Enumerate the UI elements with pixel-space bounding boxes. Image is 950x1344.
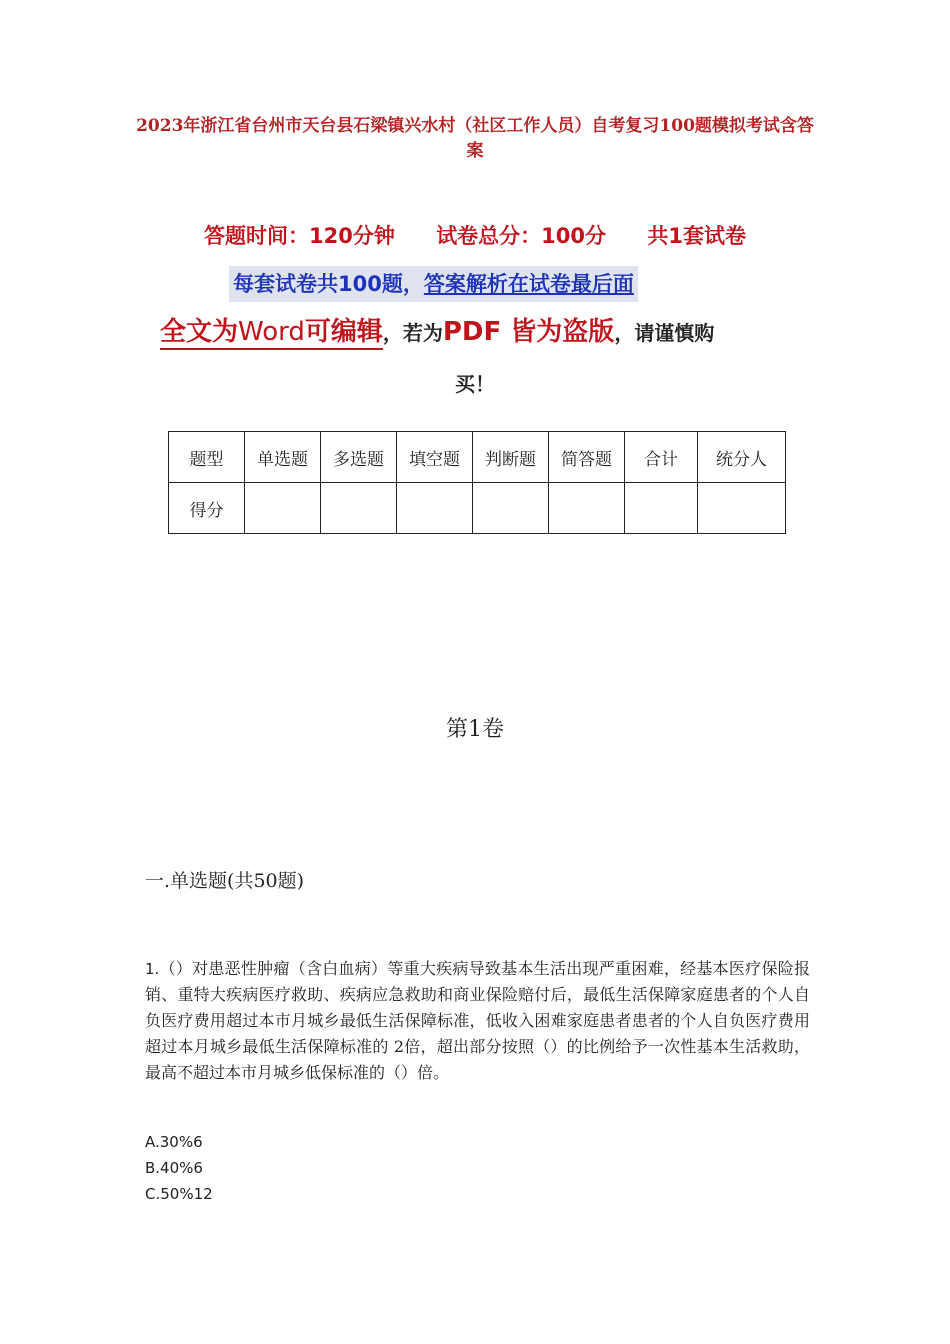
- section-heading: 一.单选题(共50题): [145, 870, 305, 892]
- warning-comma: ，: [382, 321, 403, 345]
- exam-time: 答题时间：120分钟: [204, 224, 395, 248]
- header-cell: 合计: [625, 432, 698, 483]
- pdf-piracy-notice: PDF 皆为盗版: [442, 317, 615, 347]
- score-table-score-row: [169, 483, 786, 534]
- answer-banner: [229, 266, 638, 302]
- score-cell: [321, 483, 397, 534]
- score-table-header-row: [169, 432, 786, 483]
- question-text: （）对患恶性肿瘤（含白血病）等重大疾病导致基本生活出现严重困难，经基本医疗保险报销、重特大疾病医疗救助、疾病应急救助和商业保险赔付后，最低生活保障家庭患者的个人自负医疗费用超过本市月城乡最低生活保障标准，低收入困难家庭患者患者的个人自负医疗费用超过本月城乡最低生活保障标准的 2倍，超出部分按照（）的比例给予一次性基本生活救助，最高不超过本市月城乡低保标准的（）倍。: [145, 959, 810, 1082]
- volume-heading: 第1卷: [446, 717, 504, 742]
- header-cell: 题型: [169, 432, 245, 483]
- score-cell: [698, 483, 786, 534]
- score-cell: [549, 483, 625, 534]
- option-a: A.30%6: [145, 1133, 203, 1151]
- score-table: [168, 431, 786, 534]
- editable-notice: 全文为Word可编辑: [160, 317, 383, 350]
- warning-if: 若为: [402, 321, 443, 345]
- document-title: 2023年浙江省台州市天台县石梁镇兴水村（社区工作人员）自考复习100题模拟考试含答案: [136, 116, 814, 161]
- header-cell: 判断题: [473, 432, 549, 483]
- answer-options: [145, 1129, 213, 1207]
- exam-total-score: 试卷总分：100分: [436, 224, 607, 248]
- row-label: 得分: [169, 483, 245, 534]
- question-1: [145, 956, 810, 1086]
- question-number: 1.: [145, 960, 160, 978]
- header-cell: 填空题: [397, 432, 473, 483]
- option-b: B.40%6: [145, 1159, 203, 1177]
- header-cell: 简答题: [549, 432, 625, 483]
- piracy-warning: [160, 312, 714, 355]
- score-cell: [473, 483, 549, 534]
- header-cell: 单选题: [245, 432, 321, 483]
- exam-info: [0, 220, 950, 250]
- warning-continued: 买！: [455, 372, 495, 396]
- banner-answer-note: 答案解析在试卷最后面: [423, 272, 634, 296]
- option-c: C.50%12: [145, 1185, 213, 1203]
- score-cell: [397, 483, 473, 534]
- warning-comma-2: ，: [614, 321, 635, 345]
- score-cell: [245, 483, 321, 534]
- header-cell: 多选题: [321, 432, 397, 483]
- warning-caution: 请谨慎购: [634, 321, 715, 345]
- header-cell: 统分人: [698, 432, 786, 483]
- exam-set-count: 共1套试卷: [647, 224, 746, 248]
- score-cell: [625, 483, 698, 534]
- banner-question-count: 每套试卷共100题，: [233, 272, 424, 296]
